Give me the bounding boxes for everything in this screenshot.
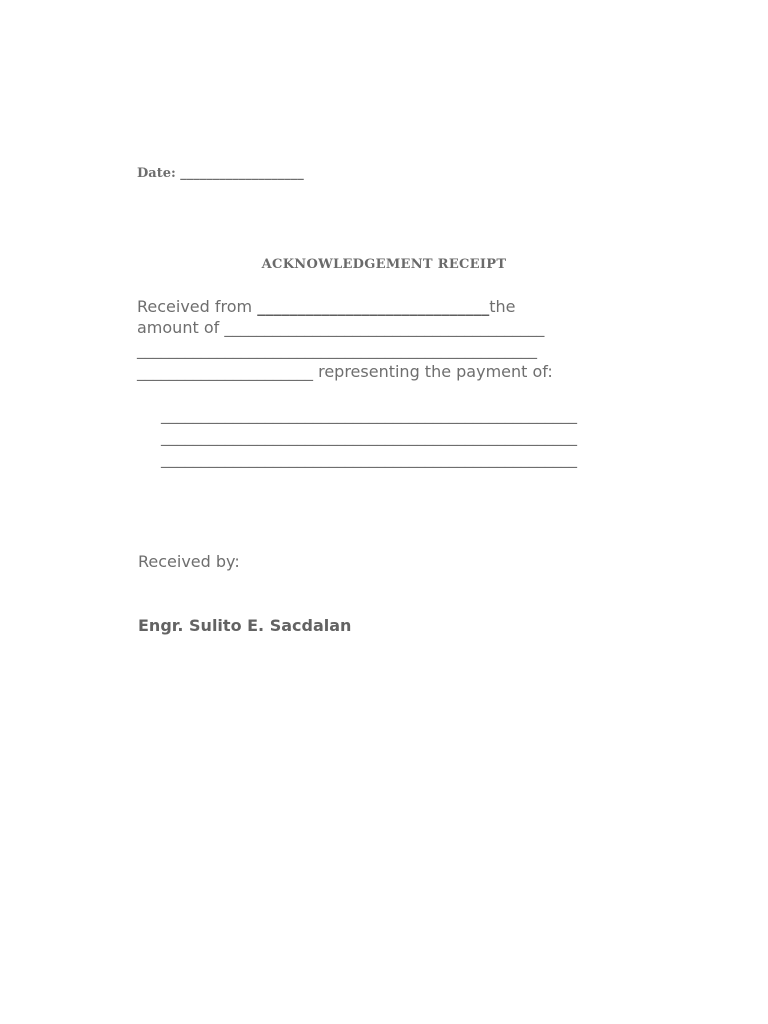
payment-detail-line: ____________________________________________________: [161, 405, 577, 424]
payment-detail-line: ____________________________________________________: [161, 427, 577, 446]
amount-continuation-line: __________________________________________________: [137, 340, 537, 359]
date-field: Date: ___________________: [137, 166, 304, 181]
payment-details-blanks: [161, 404, 577, 470]
received-from-suffix: the: [489, 297, 516, 316]
payment-detail-line: ____________________________________________________: [161, 449, 577, 468]
payer-blank: _____________________________: [257, 297, 490, 316]
received-by-label: Received by:: [138, 552, 240, 571]
payment-purpose-line: ______________________ representing the payment of:: [137, 362, 553, 381]
received-from-label: Received from: [137, 297, 258, 316]
signatory-name: Engr. Sulito E. Sacdalan: [138, 616, 352, 635]
amount-line: amount of ________________________________________: [137, 318, 545, 337]
document-title: ACKNOWLEDGEMENT RECEIPT: [261, 257, 507, 272]
received-from-line: [137, 297, 515, 317]
